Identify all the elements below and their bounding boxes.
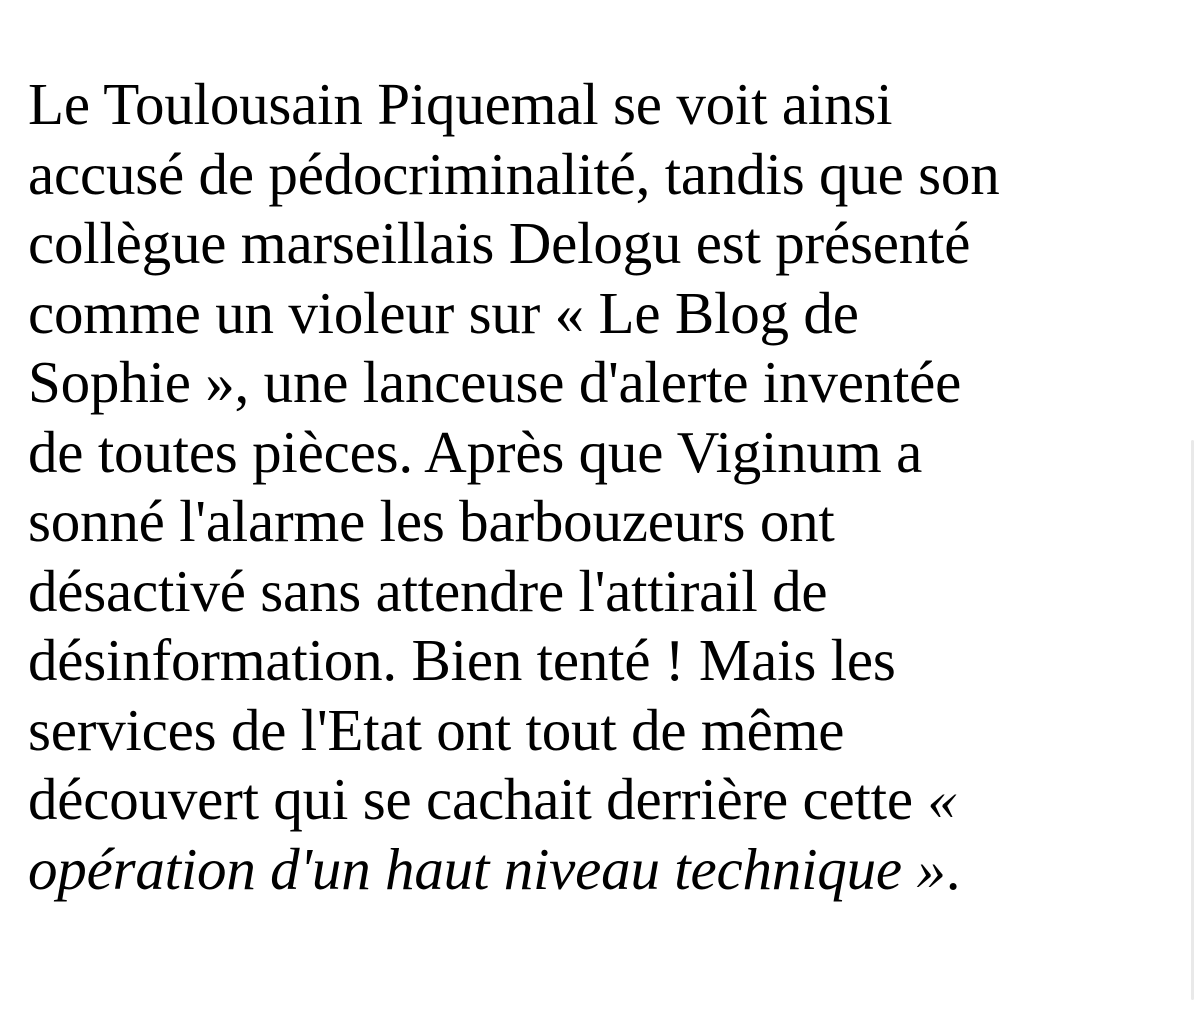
text-line-11 [28, 765, 1178, 835]
text-line-12 [28, 835, 1178, 905]
text-line-3: collègue marseillais Delogu est présenté [28, 210, 971, 276]
sentence-end-period: . [945, 835, 961, 902]
text-line-5: Sophie », une lanceuse d'alerte inventée [28, 349, 962, 415]
quoted-phrase-italic: opération d'un haut niveau technique » [28, 835, 946, 902]
text-line-7: sonné l'alarme les barbouzeurs ont [28, 488, 835, 554]
text-line-9: désinformation. Bien tenté ! Mais les [28, 627, 896, 693]
text-line-8: désactivé sans attendre l'attirail de [28, 557, 828, 624]
article-paragraph [28, 70, 1178, 904]
text-line-1: Le Toulousain Piquemal se voit ainsi [28, 71, 893, 137]
text-line-11-regular: découvert qui se cachait derrière cette [28, 766, 928, 832]
scrollbar-track[interactable] [1191, 440, 1194, 1000]
text-line-4: comme un violeur sur « Le Blog de [28, 279, 859, 346]
text-line-2: accusé de pédocriminalité, tandis que son [28, 140, 1000, 207]
text-line-6: de toutes pièces. Après que Viginum a [28, 418, 923, 485]
quote-open-italic: « [927, 766, 957, 832]
text-line-10: services de l'Etat ont tout de même [28, 696, 845, 763]
